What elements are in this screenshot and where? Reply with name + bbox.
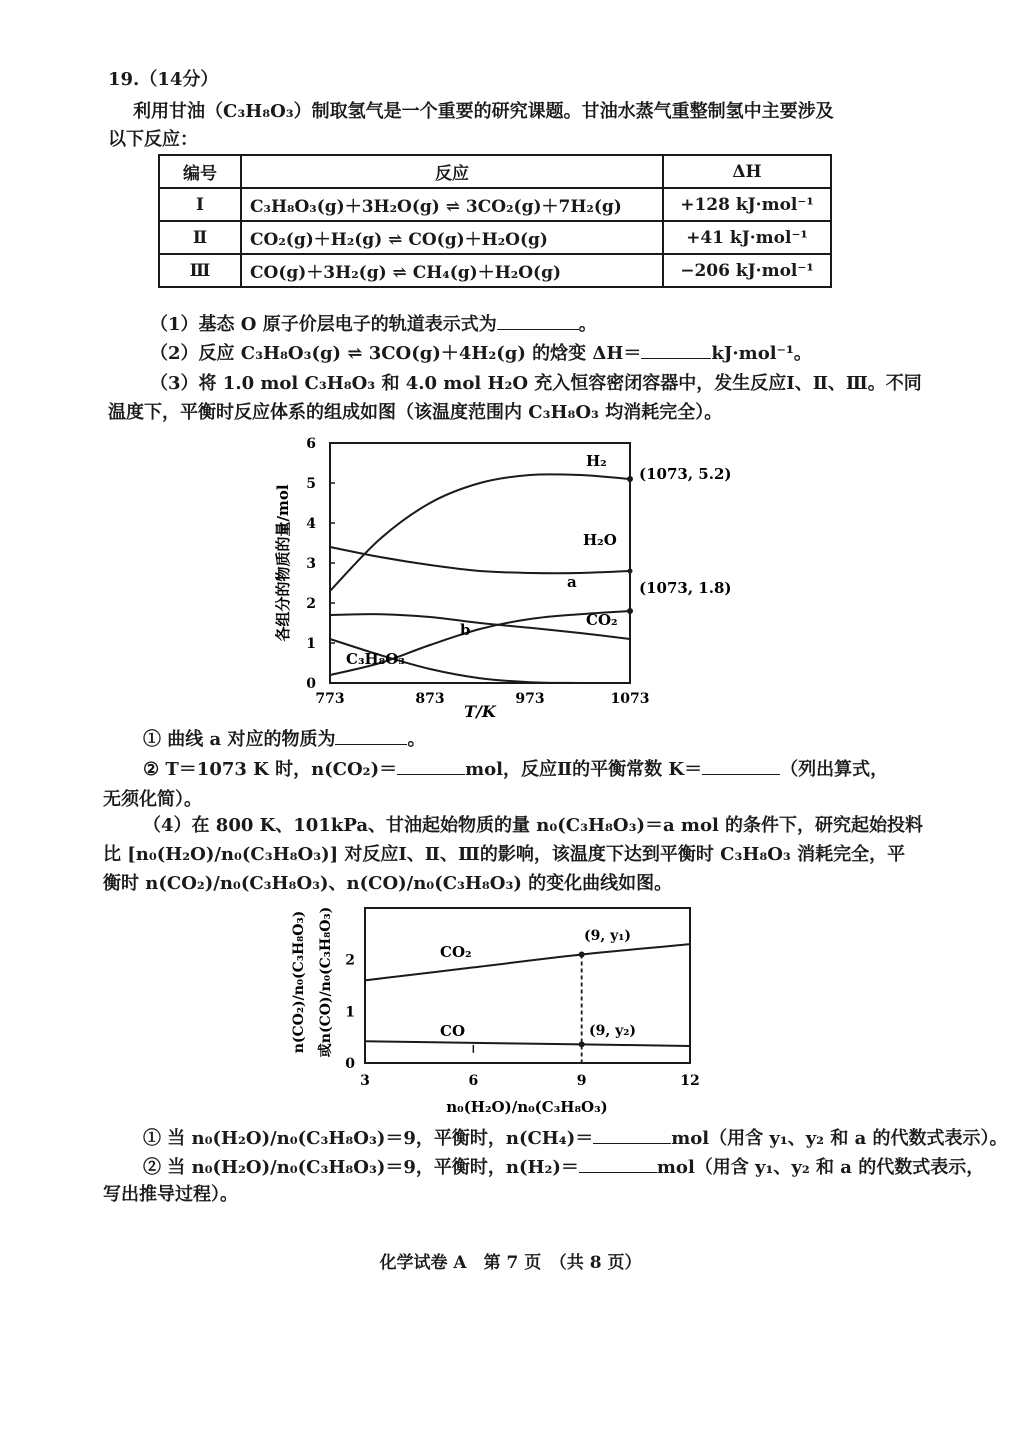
y-axis-label-1: n(CO₂)/n₀(C₃H₈O₃)	[291, 910, 307, 1054]
row-dh: +128 kJ·mol⁻¹	[663, 188, 831, 221]
composition-chart	[250, 428, 770, 728]
x-tick-label: 6	[468, 1073, 479, 1089]
x-tick-label: 973	[515, 691, 545, 707]
series-label-a: a	[567, 573, 577, 591]
y-axis-label: 各组分的物质的量/mol	[274, 484, 292, 642]
series-label-co2: CO₂	[586, 611, 618, 629]
answer-blank[interactable]	[335, 728, 407, 745]
feed-ratio-chart	[280, 902, 740, 1117]
x-tick-label: 873	[415, 691, 445, 707]
y-tick-label: 4	[306, 516, 316, 532]
series-label-b: b	[460, 621, 471, 639]
y-tick-label: 3	[306, 556, 316, 572]
h2o-endpoint-dot	[628, 569, 633, 574]
q3-line-1: （3）将 1.0 mol C₃H₈O₃ 和 4.0 mol H₂O 充入恒容密闭容器中，发生反应Ⅰ、Ⅱ、Ⅲ。不同	[150, 373, 922, 394]
table-header-row	[159, 155, 831, 188]
header-reaction: 反应	[241, 155, 663, 188]
h2-endpoint-dot	[627, 476, 633, 482]
table-row	[159, 188, 831, 221]
y-tick-label: 6	[306, 436, 316, 452]
x-tick-label: 773	[315, 691, 345, 707]
x-tick-label: 12	[680, 1073, 700, 1089]
plot-frame	[365, 908, 690, 1063]
x-tick-label: 3	[360, 1073, 370, 1089]
q4-sub2-cont: 写出推导过程）。	[103, 1184, 238, 1205]
q4-line-1: （4）在 800 K、101kPa、甘油起始物质的量 n₀(C₃H₈O₃)＝a mol 的条件下，研究起始投料	[143, 815, 924, 836]
q4-line-2: 比 [n₀(H₂O)/n₀(C₃H₈O₃)] 对反应Ⅰ、Ⅱ、Ⅲ的影响，该温度下达到平衡时 C₃H₈O₃ 消耗完全，平	[103, 844, 906, 865]
y-tick-label: 0	[306, 676, 316, 692]
row-reaction: CO₂(g)＋H₂(g) ⇌ CO(g)＋H₂O(g)	[241, 221, 663, 254]
y-tick-label: 1	[345, 1004, 355, 1021]
series-h2o-line	[330, 547, 630, 573]
series-co-line	[365, 1041, 690, 1046]
row-reaction: C₃H₈O₃(g)＋3H₂O(g) ⇌ 3CO₂(g)＋7H₂(g)	[241, 188, 663, 221]
q3-sub2-cont: 无须化简）。	[103, 789, 202, 810]
answer-blank[interactable]	[593, 1127, 671, 1144]
q4-sub2: ② 当 n₀(H₂O)/n₀(C₃H₈O₃)＝9，平衡时，n(H₂)＝ mol（用含 y₁、y₂ 和 a 的代数式表示，	[143, 1157, 985, 1178]
header-dh: ΔH	[663, 155, 831, 188]
answer-blank[interactable]	[579, 1156, 657, 1173]
q3-sub1: ① 曲线 a 对应的物质为 。	[143, 729, 426, 750]
row-dh: −206 kJ·mol⁻¹	[663, 254, 831, 287]
row-id: Ⅱ	[159, 221, 241, 254]
point-y2	[579, 1041, 585, 1047]
answer-blank[interactable]	[397, 758, 465, 775]
point-y1	[579, 952, 585, 958]
question-header	[108, 68, 218, 92]
series-co2-line	[365, 944, 690, 980]
answer-blank[interactable]	[641, 342, 711, 359]
answer-blank[interactable]	[497, 313, 579, 330]
row-reaction: CO(g)＋3H₂(g) ⇌ CH₄(g)＋H₂O(g)	[241, 254, 663, 287]
y-axis-label-2: 或n(CO)/n₀(C₃H₈O₃)	[318, 906, 334, 1058]
y-tick-label: 2	[306, 596, 316, 612]
x-axis-label: T/K	[464, 702, 496, 721]
series-label-h2: H₂	[586, 452, 607, 470]
row-dh: +41 kJ·mol⁻¹	[663, 221, 831, 254]
row-id: Ⅲ	[159, 254, 241, 287]
annotation-a-point: (1073, 1.8)	[639, 579, 732, 597]
series-label-co: CO	[440, 1022, 466, 1040]
page-footer: 化学试卷 A 第 7 页 （共 8 页）	[379, 1253, 642, 1273]
y-tick-label: 0	[345, 1056, 355, 1072]
y-tick-label: 2	[345, 952, 355, 969]
question-number: 19.	[108, 69, 140, 90]
x-tick-label: 9	[576, 1073, 587, 1089]
annotation-h2-point: (1073, 5.2)	[639, 465, 732, 483]
annotation-y1: (9, y₁)	[584, 928, 632, 944]
x-tick-label: 1073	[610, 691, 650, 707]
series-label-co2: CO₂	[440, 943, 472, 961]
header-id: 编号	[159, 155, 241, 188]
a-endpoint-dot	[627, 608, 633, 614]
intro-line-2: 以下反应：	[108, 129, 198, 150]
q2: （2）反应 C₃H₈O₃(g) ⇌ 3CO(g)＋4H₂(g) 的焓变 ΔH＝ kJ·mol⁻¹。	[150, 343, 812, 364]
series-label-c3h8o3: C₃H₈O₃	[346, 650, 405, 668]
q3-sub2: ② T＝1073 K 时，n(CO₂)＝ mol，反应Ⅱ的平衡常数 K＝ （列出算式，	[143, 759, 889, 780]
answer-blank[interactable]	[702, 758, 780, 775]
q4-line-3: 衡时 n(CO₂)/n₀(C₃H₈O₃)、n(CO)/n₀(C₃H₈O₃) 的变化曲线如图。	[103, 873, 673, 894]
table-row	[159, 254, 831, 287]
intro-line-1: 利用甘油（C₃H₈O₃）制取氢气是一个重要的研究课题。甘油水蒸气重整制氢中主要涉及	[133, 101, 834, 122]
series-label-h2o: H₂O	[583, 531, 617, 549]
row-id: Ⅰ	[159, 188, 241, 221]
series-co2-line	[330, 614, 630, 639]
question-points: （14分）	[139, 69, 219, 90]
y-tick-label: 5	[306, 476, 316, 492]
table-row	[159, 221, 831, 254]
annotation-y2: (9, y₂)	[589, 1023, 637, 1039]
y-tick-label: 1	[306, 636, 316, 652]
plot-frame	[330, 443, 630, 683]
q3-line-2: 温度下，平衡时反应体系的组成如图（该温度范围内 C₃H₈O₃ 均消耗完全）。	[108, 402, 723, 423]
q1: （1）基态 O 原子价层电子的轨道表示式为 。	[150, 314, 597, 335]
q4-sub1: ① 当 n₀(H₂O)/n₀(C₃H₈O₃)＝9，平衡时，n(CH₄)＝ mol（用含 y₁、y₂ 和 a 的代数式表示）。	[143, 1128, 1008, 1149]
reaction-table	[158, 154, 832, 288]
x-axis-label: n₀(H₂O)/n₀(C₃H₈O₃)	[446, 1098, 608, 1116]
